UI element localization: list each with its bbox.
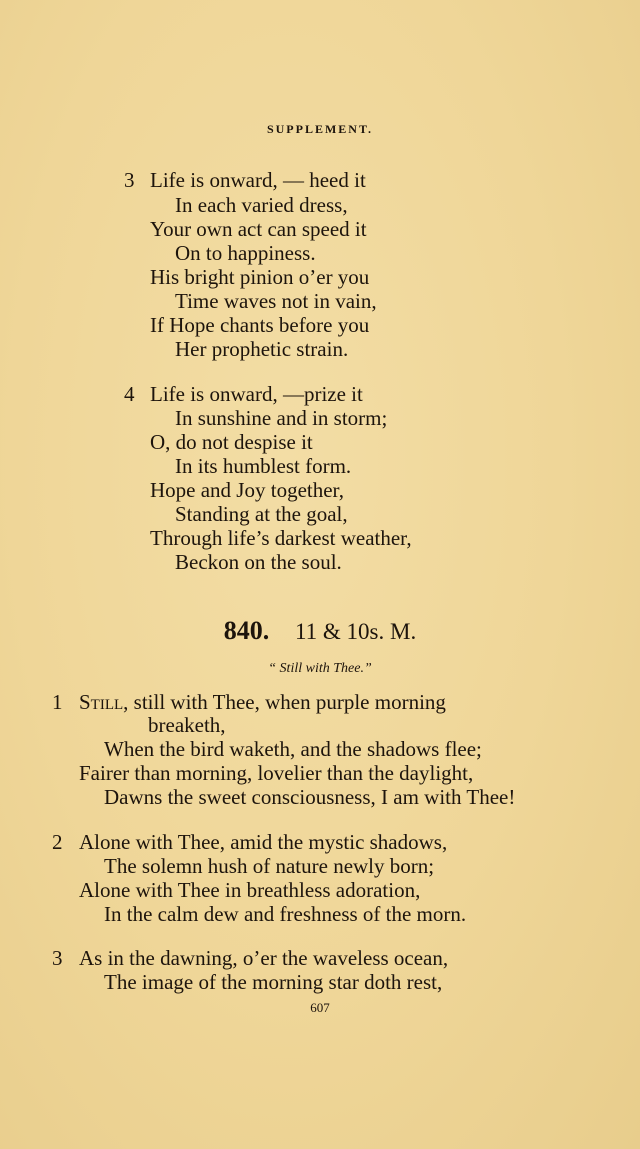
- verse-line: The solemn hush of nature newly born;: [104, 854, 435, 878]
- verse-line: Your own act can speed it: [150, 217, 367, 241]
- verse-line: Time waves not in vain,: [175, 289, 377, 313]
- stanza-number: 1: [52, 690, 63, 714]
- verse-line: In sunshine and in storm;: [175, 406, 388, 430]
- verse-line: His bright pinion o’er you: [150, 265, 370, 289]
- verse-line: Alone with Thee, amid the mystic shadows,: [79, 830, 448, 854]
- verse-line: If Hope chants before you: [150, 313, 370, 337]
- stanza-number: 2: [52, 830, 63, 854]
- stanza-number: 4: [124, 382, 135, 406]
- verse-line: O, do not despise it: [150, 430, 313, 454]
- verse-line: Standing at the goal,: [175, 502, 348, 526]
- first-line-rest: still with Thee, when purple morning: [128, 690, 446, 714]
- first-word: Still,: [79, 690, 129, 714]
- verse-line: [79, 690, 446, 714]
- verse-line: Dawns the sweet consciousness, I am with Thee!: [104, 785, 516, 809]
- verse-line: Alone with Thee in breathless adoration,: [79, 878, 421, 902]
- verse-line: breaketh,: [148, 713, 226, 737]
- hymn-meter: 11 & 10s. M.: [295, 619, 417, 644]
- verse-line: On to happiness.: [175, 241, 316, 265]
- verse-line: As in the dawning, o’er the waveless ocean,: [79, 946, 449, 970]
- verse-line: The image of the morning star doth rest,: [104, 970, 443, 994]
- verse-line: Life is onward, —prize it: [150, 382, 363, 406]
- verse-line: Life is onward, — heed it: [150, 168, 366, 192]
- verse-line: Fairer than morning, lovelier than the daylight,: [79, 761, 474, 785]
- stanza-number: 3: [124, 168, 135, 192]
- verse-line: Beckon on the soul.: [175, 550, 342, 574]
- page-number: 607: [310, 1000, 330, 1015]
- verse-line: Her prophetic strain.: [175, 337, 349, 361]
- verse-line: Hope and Joy together,: [150, 478, 344, 502]
- verse-line: Through life’s darkest weather,: [150, 526, 412, 550]
- running-head: SUPPLEMENT.: [266, 122, 374, 136]
- hymn-header: [0, 617, 640, 646]
- verse-line: In the calm dew and freshness of the morn.: [104, 902, 467, 926]
- verse-line: In each varied dress,: [175, 193, 348, 217]
- hymn-subtitle: “ Still with Thee.”: [268, 661, 372, 676]
- stanza-number: 3: [52, 946, 63, 970]
- verse-line: In its humblest form.: [175, 454, 352, 478]
- hymn-number: 840.: [223, 616, 270, 645]
- verse-line: When the bird waketh, and the shadows flee;: [104, 737, 482, 761]
